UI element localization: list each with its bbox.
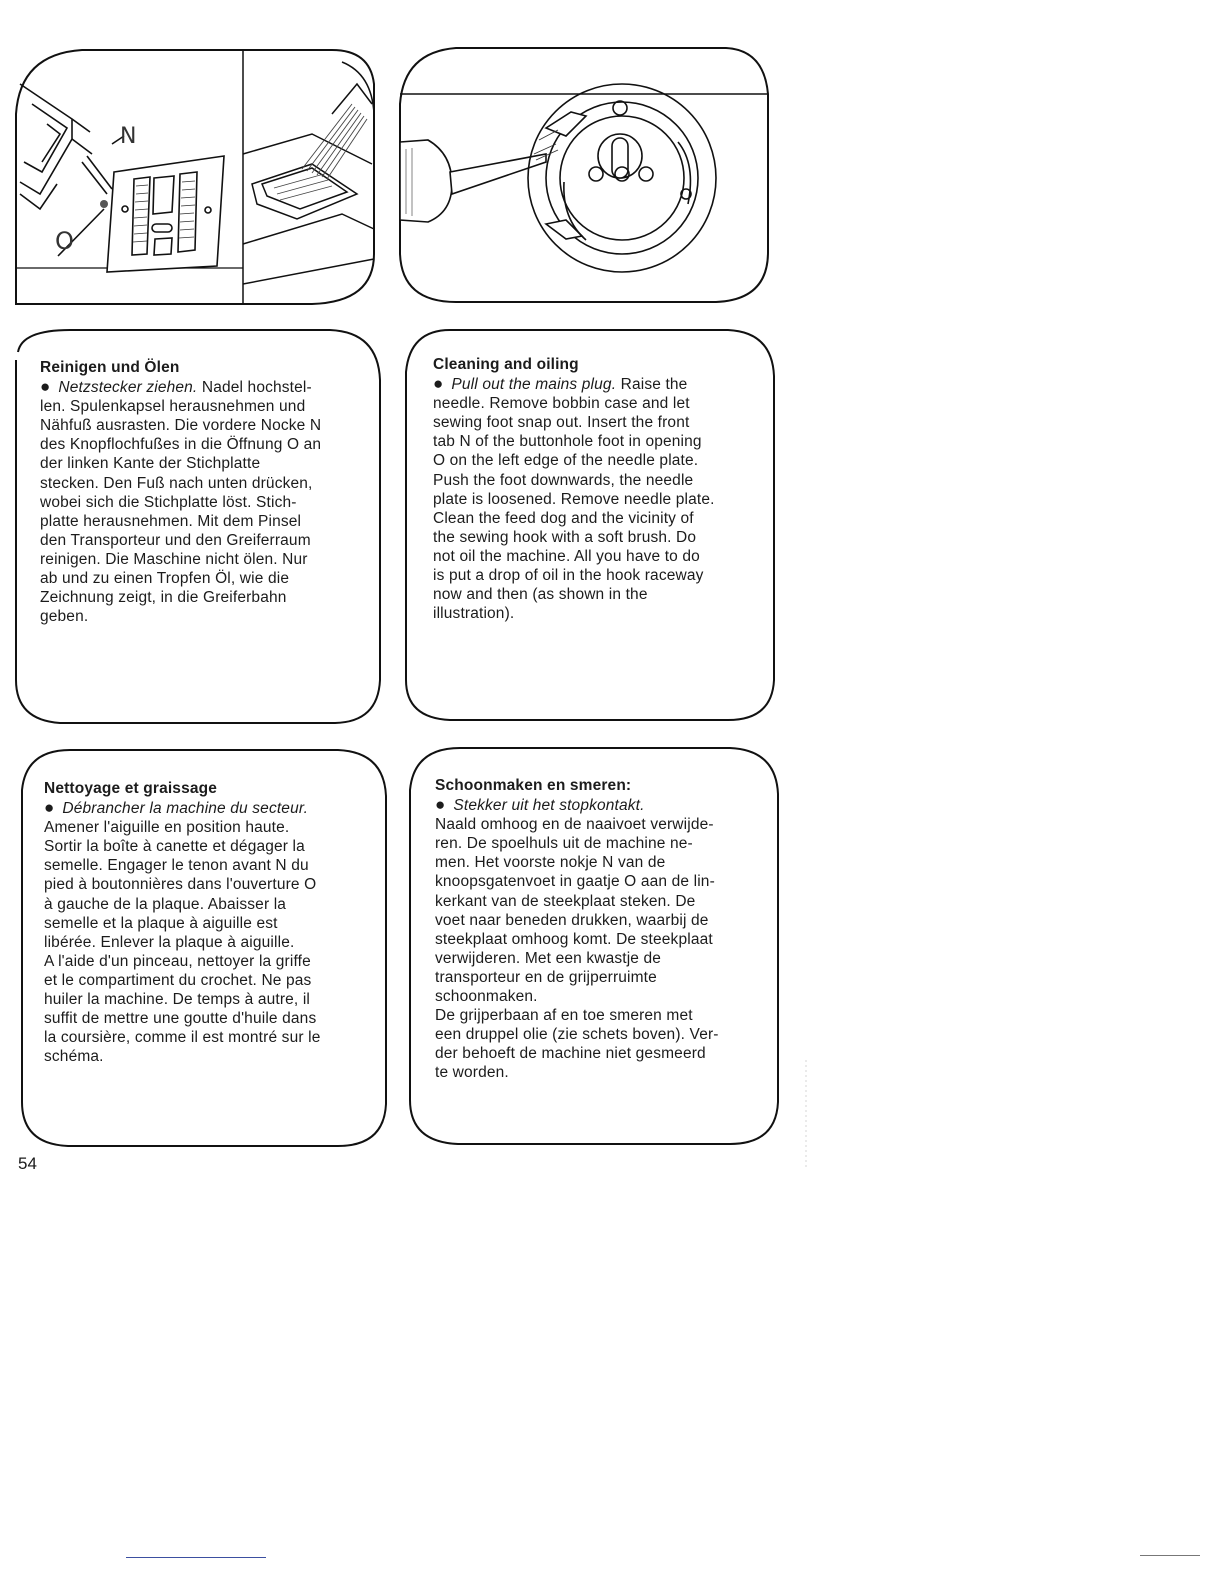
- text-line: Clean the feed dog and the vicinity of: [433, 509, 694, 527]
- text-line: now and then (as shown in the: [433, 586, 648, 604]
- text-line: libérée. Enlever la plaque à aiguille.: [44, 933, 295, 951]
- text-line: Sortir la boîte à canette et dégager la: [44, 838, 305, 856]
- text-line: knoopsgatenvoet in gaatje O aan de lin-: [435, 873, 715, 891]
- text-line: Zeichnung zeigt, in die Greiferbahn: [40, 589, 287, 607]
- section-first-line: [44, 798, 320, 818]
- text-line: tab N of the buttonhole foot in opening: [433, 433, 702, 451]
- text-line: geben.: [40, 608, 89, 626]
- section-heading: Nettoyage et graissage: [44, 780, 218, 797]
- section-warning: Netzstecker ziehen.: [58, 379, 198, 397]
- section-heading: Reinigen und Ölen: [40, 359, 180, 376]
- text-line: Nähfuß ausrasten. Die vordere Nocke N: [40, 417, 322, 435]
- text-line: den Transporteur und den Greiferraum: [40, 531, 311, 549]
- text-line: kerkant van de steekplaat steken. De: [435, 892, 696, 910]
- text-line: A l'aide d'un pinceau, nettoyer la griffe: [44, 952, 311, 970]
- text-line: een druppel olie (zie schets boven). Ver-: [435, 1026, 719, 1044]
- section-first-line: [435, 795, 719, 815]
- text-line: des Knopflochfußes in die Öffnung O an: [40, 436, 322, 454]
- text-line: len. Spulenkapsel herausnehmen und: [40, 398, 306, 416]
- section-heading: Schoonmaken en smeren:: [435, 777, 632, 794]
- section-german: [40, 358, 321, 626]
- section-first-line: [433, 374, 715, 394]
- footer-rule: [126, 1557, 266, 1558]
- bullet-icon: ●: [40, 377, 51, 397]
- text-line: suffit de mettre une goutte d'huile dans: [44, 1010, 317, 1028]
- text-line: huiler la machine. De temps à autre, il: [44, 991, 311, 1009]
- bullet-icon: ●: [44, 798, 55, 818]
- section-dutch: [435, 776, 719, 1083]
- text-line: Push the foot downwards, the needle: [433, 471, 694, 489]
- text-line: schoonmaken.: [435, 988, 538, 1006]
- text-line: voet naar beneden drukken, waarbij de: [435, 911, 709, 929]
- section-heading: Cleaning and oiling: [433, 356, 579, 373]
- text-line: wobei sich die Stichplatte löst. Stich-: [40, 493, 297, 511]
- text-line: De grijperbaan af en toe smeren met: [435, 1007, 693, 1025]
- text-line: sewing foot snap out. Insert the front: [433, 414, 690, 432]
- text-line: à gauche de la plaque. Abaisser la: [44, 895, 287, 913]
- text-line: la coursière, comme il est montré sur le: [44, 1029, 321, 1047]
- text-line: reinigen. Die Maschine nicht ölen. Nur: [40, 550, 308, 568]
- text-line: pied à boutonnières dans l'ouverture O: [44, 876, 317, 894]
- section-english: [433, 355, 715, 623]
- text-line: illustration).: [433, 605, 515, 623]
- text-line: ren. De spoelhuls uit de machine ne-: [435, 835, 693, 853]
- bullet-icon: ●: [433, 374, 444, 394]
- text-line: stecken. Den Fuß nach unten drücken,: [40, 474, 313, 492]
- text-line: needle. Remove bobbin case and let: [433, 395, 690, 413]
- text-line: O on the left edge of the needle plate.: [433, 452, 699, 470]
- text-line: semelle et la plaque à aiguille est: [44, 914, 278, 932]
- text-line: Amener l'aiguille en position haute.: [44, 819, 290, 837]
- section-french: [44, 779, 320, 1066]
- section-first-rest: Raise the: [616, 376, 688, 394]
- section-warning: Débrancher la machine du secteur.: [62, 800, 309, 818]
- text-line: ab und zu einen Tropfen Öl, wie die: [40, 570, 290, 588]
- section-first-rest: Nadel hochstel-: [197, 379, 312, 397]
- text-line: verwijderen. Met een kwastje de: [435, 949, 662, 967]
- text-line: te worden.: [435, 1064, 509, 1082]
- text-line: transporteur en de grijperruimte: [435, 968, 657, 986]
- text-line: men. Het voorste nokje N van de: [435, 854, 666, 872]
- text-line: is put a drop of oil in the hook raceway: [433, 567, 704, 585]
- section-first-line: [40, 377, 321, 397]
- bullet-icon: ●: [435, 795, 446, 815]
- section-warning: Pull out the mains plug.: [451, 376, 617, 394]
- text-line: der linken Kante der Stichplatte: [40, 455, 261, 473]
- text-line: schéma.: [44, 1048, 104, 1066]
- section-warning: Stekker uit het stopkontakt.: [453, 797, 645, 815]
- text-line: steekplaat omhoog komt. De steekplaat: [435, 930, 713, 948]
- label-o: O: [55, 227, 74, 255]
- text-line: der behoeft de machine niet gesmeerd: [435, 1045, 706, 1063]
- label-n: N: [120, 124, 137, 149]
- text-line: Naald omhoog en de naaivoet verwijde-: [435, 816, 714, 834]
- text-line: not oil the machine. All you have to do: [433, 547, 700, 565]
- text-line: semelle. Engager le tenon avant N du: [44, 857, 309, 875]
- text-line: et le compartiment du crochet. Ne pas: [44, 971, 312, 989]
- page-number: 54: [18, 1154, 37, 1173]
- footer-rule-right: [1140, 1555, 1200, 1556]
- text-line: plate is loosened. Remove needle plate.: [433, 490, 715, 508]
- text-line: the sewing hook with a soft brush. Do: [433, 528, 697, 546]
- text-line: platte herausnehmen. Mit dem Pinsel: [40, 512, 302, 530]
